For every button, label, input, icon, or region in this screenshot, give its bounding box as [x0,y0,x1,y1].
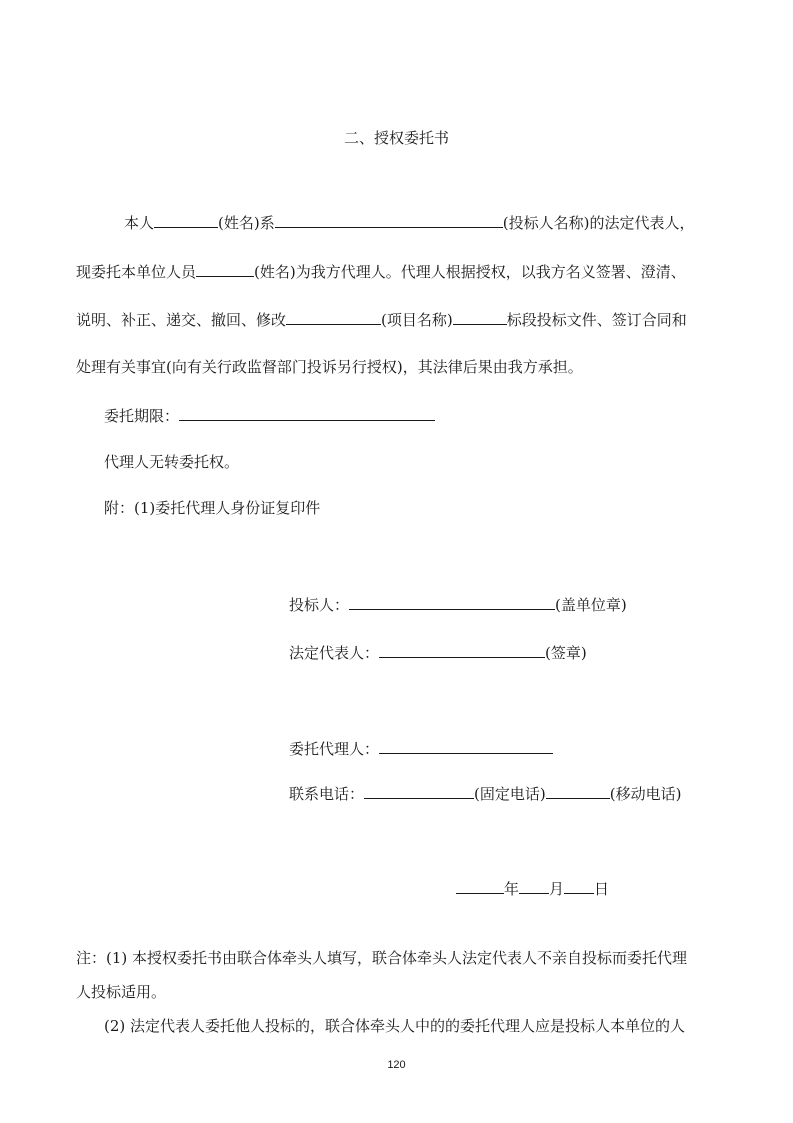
bidder-line: 投标人： (盖单位章) [289,596,627,614]
agent-blank[interactable] [379,738,553,754]
year-blank[interactable] [456,878,504,894]
attachment-text: 附：(1)委托代理人身份证复印件 [104,499,321,517]
date-line: 年 月 日 [456,878,609,899]
note-line: 注：(1) 本授权委托书由联合体牵头人填写，联合体牵头人法定代表人不亲自投标而委托代理 [76,949,688,967]
phone-line: 联系电话： (固定电话) (移动电话) [289,785,682,803]
paragraph-line: 本人 (姓名)系 (投标人名称)的法定代表人， [124,214,695,232]
term-blank[interactable] [179,405,435,421]
bidder-name-blank[interactable] [275,212,503,228]
mobile-phone-blank[interactable] [546,783,610,799]
page-title: 二、授权委托书 [343,129,449,147]
paragraph-line: 现委托本单位人员 (姓名)为我方代理人。代理人根据授权，以我方名义签署、澄清、 [76,263,686,281]
note-line: 人投标适用。 [76,983,167,1001]
page-number: 120 [387,1059,406,1071]
fixed-phone-blank[interactable] [364,783,474,799]
paragraph-line: 处理有关事宜(向有关行政监督部门投诉另行授权)，其法律后果由我方承担。 [76,358,583,376]
paragraph-line: 说明、补正、递交、撤回、修改 (项目名称) 标段投标文件、签订合同和 [76,311,687,329]
staff-name-blank[interactable] [196,261,254,277]
day-blank[interactable] [564,878,594,894]
note-line: (2) 法定代表人委托他人投标的，联合体牵头人中的的委托代理人应是投标人本单位的人 [104,1017,686,1035]
project-name-blank[interactable] [286,309,381,325]
section-blank[interactable] [453,309,507,325]
legal-rep-blank[interactable] [379,642,545,658]
agent-line: 委托代理人： [289,738,553,759]
name-blank[interactable] [154,212,218,228]
legal-rep-line: 法定代表人： (签章) [289,644,587,662]
term-line: 委托期限： [104,405,435,426]
bidder-blank[interactable] [349,594,555,610]
month-blank[interactable] [519,878,549,894]
no-transfer-text: 代理人无转委托权。 [104,453,240,471]
